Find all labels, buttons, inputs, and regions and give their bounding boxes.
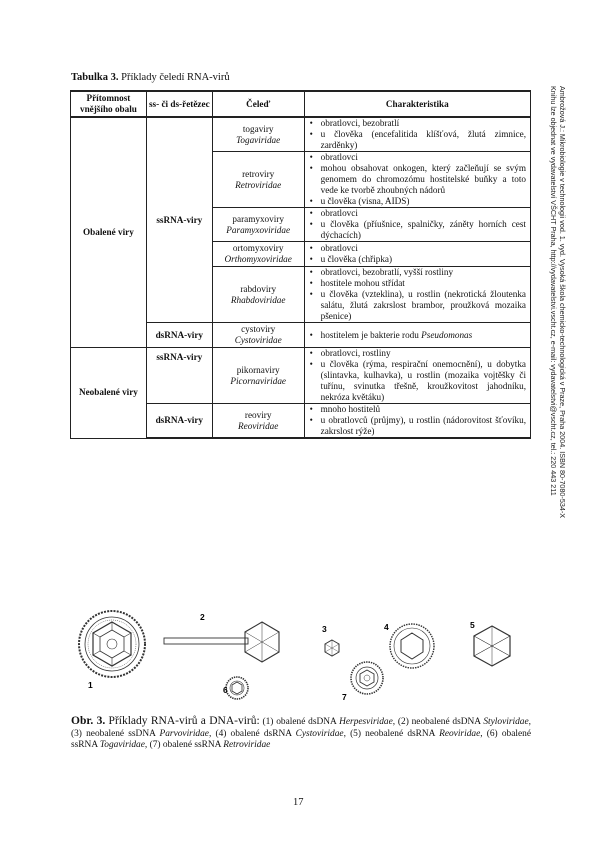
figure-label-4: 4 [384, 622, 389, 632]
family-name: ortomyxoviry [232, 243, 284, 253]
group-nonenveloped: Neobalené viry [71, 348, 147, 439]
family-latin: Reoviridae [238, 420, 279, 431]
family-name: togaviry [242, 123, 274, 134]
list-item: • u obratlovců (průjmy), u rostlin (nádorovitost šťovíku, zakrslost rýže) [307, 415, 526, 437]
figure-label-6: 6 [223, 685, 228, 695]
header-envelope: Přítomnost vnějšího obalu [71, 91, 147, 117]
family-name: rabdoviry [240, 283, 277, 294]
list-item: • obratlovci, bezobratlí [307, 118, 526, 129]
page-number: 17 [293, 797, 304, 808]
family-latin: Orthomyxoviridae [224, 254, 292, 264]
virus-figure-3 [325, 640, 339, 656]
caption-text: , (2) neobalené dsDNA [392, 717, 484, 727]
family-latin: Paramyxoviridae [226, 224, 291, 235]
virus-figure-6 [226, 677, 248, 699]
item-italic: Pseudomonas [421, 329, 473, 340]
caption-text: , (5) neobalené dsRNA [343, 728, 440, 739]
family-name: paramyxoviry [232, 213, 284, 224]
list-item: • obratlovci [307, 243, 526, 254]
caption-text: , (6) obalené ssRNA [71, 728, 531, 750]
table-caption-label: Tabulka 3. [71, 72, 119, 83]
virus-figures [60, 600, 540, 710]
list-item: • mohou obsahovat onkogen, který začleňují se svým genomem do chromozómu hostitelské buňky a toto vede ke tvorbě zhoubných nádorů [307, 163, 526, 196]
list-item: • mnoho hostitelů [307, 404, 526, 415]
family-latin: Togaviridae [236, 134, 281, 145]
publisher-sidenote [549, 86, 567, 606]
characteristics-cell [304, 117, 530, 152]
characteristics-cell [304, 152, 530, 208]
family-cell [212, 208, 304, 242]
strand-dsrna: dsRNA-viry [146, 323, 212, 348]
family-latin: Cystoviridae [234, 335, 282, 345]
virus-figure-5 [474, 626, 510, 666]
characteristics-cell [304, 242, 530, 267]
group-enveloped: Obalené viry [71, 117, 147, 348]
list-item: • u člověka (rýma, respirační onemocnění), u dobytka (slintavka, kulhavka), u rostlin (mozaika vojtěšky či tuřínu, svinutka třešně, kroužkovitost jahodníku, nekróza květáku) [307, 359, 526, 403]
family-cell [212, 242, 304, 267]
family-cell [212, 323, 304, 348]
family-cell [212, 404, 304, 439]
virus-figure-1 [79, 611, 145, 677]
caption-taxon: Herpesviridae [339, 717, 393, 727]
figure-label-1: 1 [88, 680, 93, 690]
rna-families-table [70, 90, 531, 439]
characteristics-cell [304, 267, 530, 323]
family-latin: Retroviridae [235, 179, 282, 190]
list-item: • obratlovci [307, 152, 526, 163]
virus-figure-7 [351, 662, 383, 694]
list-item: • u člověka (visna, AIDS) [307, 196, 526, 207]
figure-label-5: 5 [470, 620, 475, 630]
figure-label-2: 2 [200, 612, 205, 622]
list-item: • obratlovci, rostliny [307, 348, 526, 359]
family-cell [212, 117, 304, 152]
characteristics-cell [304, 208, 530, 242]
characteristics-cell [304, 323, 530, 348]
figure-label-7: 7 [342, 692, 347, 702]
family-latin: Picornaviridae [230, 375, 286, 386]
virus-figure-2 [164, 622, 279, 662]
table-row [71, 117, 531, 152]
caption-text: , (4) obalené dsRNA [208, 728, 296, 739]
sidenote-line-2: Knihu lze objednat ve vydavatelství VŠCHT Praha, http://vydavatelstvi.vscht.cz, e-mail: vydavatelstvi@vscht.cz, tel.: 220 443 211 [549, 86, 558, 496]
sidenote-line-1: Ambrožová J.: Mikrobiologie v technologii vod. 1. vyd. Vysoká škola chemicko-technologická v Praze, Praha 2004. ISBN 80-7080-534-X [558, 86, 567, 519]
caption-taxon: Reoviridae [439, 728, 481, 739]
table-header-row [71, 91, 531, 117]
characteristics-cell [304, 404, 530, 439]
header-family: Čeleď [212, 91, 304, 117]
figure-caption-title: Příklady RNA-virů a DNA-virů: [105, 715, 260, 727]
strand-ssrna: ssRNA-viry [146, 117, 212, 323]
strand-dsrna: dsRNA-viry [146, 404, 212, 439]
list-item: • obratlovci [307, 208, 526, 219]
list-item: • u člověka (příušnice, spalničky, záněty horních cest dýchacích) [307, 219, 526, 241]
list-item: • u člověka (chřipka) [307, 254, 526, 265]
item-text: hostitelem je bakterie rodu [320, 329, 422, 340]
caption-text: (1) obalené dsDNA [259, 717, 340, 727]
table-row [71, 348, 531, 404]
list-item: • hostitele mohou střídat [307, 278, 526, 289]
family-name: retroviry [242, 168, 275, 179]
family-cell [212, 152, 304, 208]
header-characteristics: Charakteristika [304, 91, 530, 117]
header-strand: ss- či ds-řetězec [146, 91, 212, 117]
list-item: • u člověka (vzteklina), u rostlin (nekrotická žloutenka salátu, žlutá zakrslost brambor, proužková mozaika pšenice) [307, 289, 526, 322]
table-caption [71, 72, 230, 83]
characteristics-cell [304, 348, 530, 404]
list-item: • obratlovci, bezobratlí, vyšší rostliny [307, 267, 526, 278]
caption-taxon: Retroviridae [223, 740, 271, 750]
family-name: pikornaviry [236, 364, 280, 375]
table-caption-text: Příklady čeledí RNA-virů [118, 72, 230, 83]
family-cell [212, 348, 304, 404]
figure-caption [71, 716, 531, 752]
list-item: • u člověka (encefalitida klíšťová, žlutá zimnice, zarděnky) [307, 129, 526, 151]
caption-taxon: Togaviridae [99, 740, 145, 750]
caption-text: , (3) neobalené ssDNA [71, 717, 531, 739]
caption-text: , (7) obalené ssRNA [144, 740, 224, 750]
family-name: reoviry [244, 409, 272, 420]
figure-label-3: 3 [322, 624, 327, 634]
strand-ssrna: ssRNA-viry [146, 348, 212, 404]
caption-taxon: Cystoviridae [295, 728, 344, 739]
figure-caption-label: Obr. 3. [71, 715, 106, 727]
caption-taxon: Parvoviridae [159, 728, 209, 739]
list-item [307, 330, 526, 341]
family-latin: Rhabdoviridae [230, 294, 286, 305]
family-cell [212, 267, 304, 323]
family-name: cystoviry [241, 324, 276, 334]
virus-figure-4 [390, 624, 434, 668]
caption-taxon: Styloviridae [483, 717, 529, 727]
